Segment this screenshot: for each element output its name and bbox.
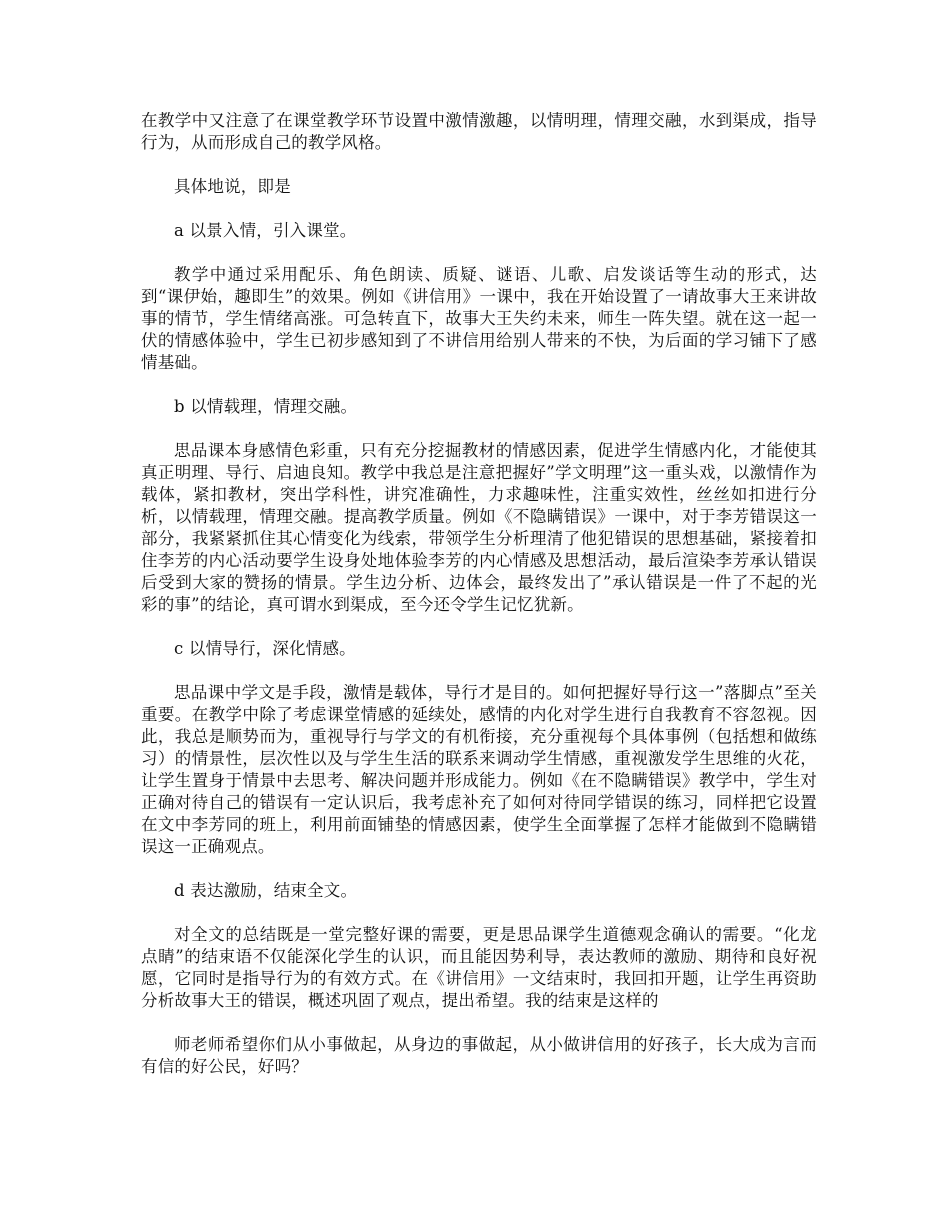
heading-d: d 表达激励，结束全文。 [174,881,358,900]
document-body [141,110,817,1100]
paragraph-a-body: 教学中通过采用配乐、角色朗读、质疑、谜语、儿歌、启发谈话等生动的形式，达到“课伊始，趣即生”的效果。例如《讲信用》一课中，我在开始设置了一请故事大王来讲故事的情节，学生情绪高涨。可急转直下，故事大王失约未来，师生一阵失望。就在这一起一伏的情感体验中，学生已初步感知到了不讲信用给别人带来的不快，为后面的学习铺下了感情基础。 [141,265,817,372]
paragraph-c-body: 思品课中学文是手段，激情是载体，导行才是目的。如何把握好导行这一”落脚点”至关重要。在教学中除了考虑课堂情感的延续处，感情的内化对学生进行自我教育不容忽视。因此，我总是顺势而为，重视导行与学文的有机衔接，充分重视每个具体事例（包括想和做练习）的情景性，层次性以及与学生生活的联系来调动学生情感，重视激发学生思维的火花，让学生置身于情景中去思考、解决问题并形成能力。例如《在不隐瞒错误》教学中，学生对正确对待自己的错误有一定认识后，我考虑补充了如何对待同学错误的练习，同样把它设置在文中李芳同的班上，利用前面铺垫的情感因素，使学生全面掌握了怎样才能做到不隐瞒错误这一正确观点。 [141,683,817,856]
paragraph-intro-continuation: 在教学中又注意了在课堂教学环节设置中激情激趣，以情明理，情理交融，水到渠成，指导行为，从而形成自己的教学风格。 [141,111,817,152]
paragraph-b-body: 思品课本身感情色彩重，只有充分挖掘教材的情感因素，促进学生情感内化，才能使其真正明理、导行、启迪良知。教学中我总是注意把握好”学文明理”这一重头戏，以激情作为载体，紧扣教材，突出学科性，讲究准确性，力求趣味性，注重实效性，丝丝如扣进行分析，以情载理，情理交融。提高教学质量。例如《不隐瞒错误》一课中，对于李芳错误这一部分，我紧紧抓住其心情变化为线索，带领学生分析理清了他犯错误的思想基础，紧接着扣住李芳的内心活动要学生设身处地体验李芳的内心情感及思想活动，最后渲染李芳承认错误后受到大家的赞扬的情景。学生边分析、边体会，最终发出了”承认错误是一件了不起的光彩的事”的结论，真可谓水到渠成，至今还令学生记忆犹新。 [141,441,817,614]
paragraph-d-body: 对全文的总结既是一堂完整好课的需要，更是思品课学生道德观念确认的需要。“化龙点睛”的结束语不仅能深化学生的认识，而且能因势利导，表达教师的激励、期待和良好祝愿，它同时是指导行为的有效方式。在《讲信用》一文结束时，我回扣开题，让学生再资助分析故事大王的错误，概述巩固了观点，提出希望。我的结束是这样的 [141,925,817,1010]
paragraph-specifically: 具体地说，即是 [174,177,291,196]
paragraph-closing-quote: 师老师希望你们从小事做起，从身边的事做起，从小做讲信用的好孩子，长大成为言而有信的好公民，好吗？ [141,1035,817,1076]
heading-c: c 以情导行，深化情感。 [174,639,356,658]
heading-b: b 以情载理，情理交融。 [174,397,358,416]
heading-a: a 以景入情，引入课堂。 [174,221,357,240]
